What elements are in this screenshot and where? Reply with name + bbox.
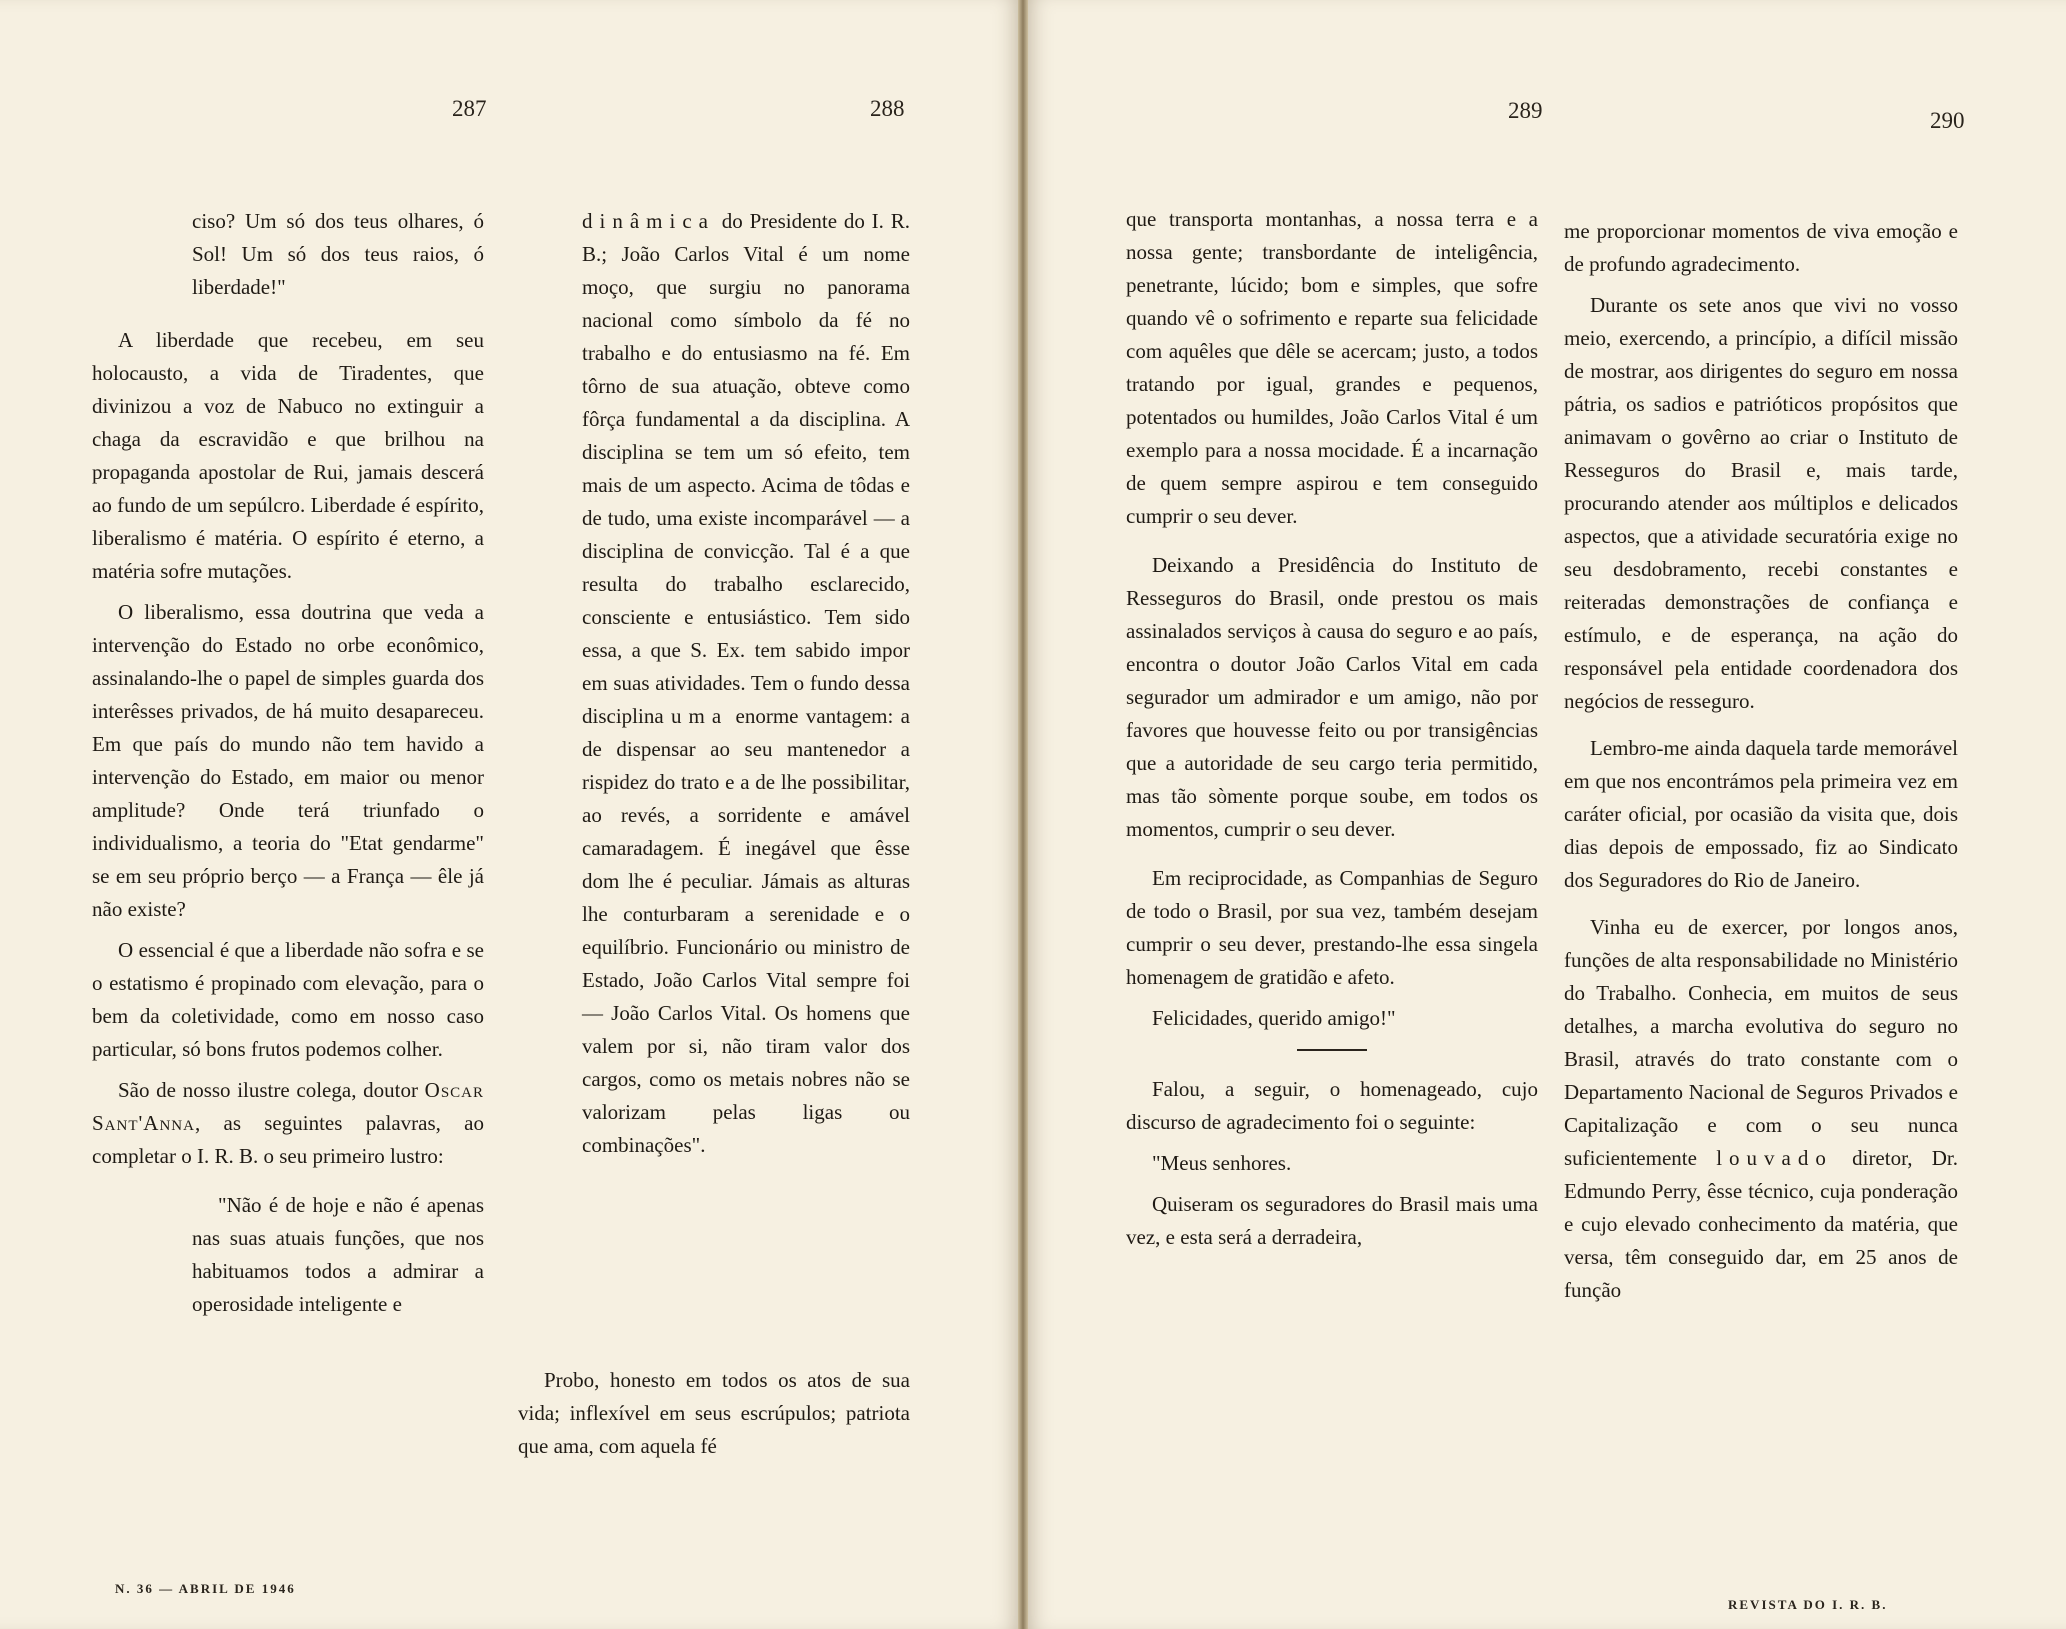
paragraph xyxy=(1564,911,1958,1307)
text-span: Vinha eu de exercer, por longos anos, funções de alta responsabilidade no Ministério do Trabalho. Conhecia, em muitos de seus detalhes, a marcha evolutiva do seguro no Brasil, através do trato constante com o Departamento Nacional de Seguros Privados e Capitalização e com o seu nunca suficientemente xyxy=(1564,915,1958,1170)
page-number-288: 288 xyxy=(870,96,905,121)
paragraph: Durante os sete anos que vivi no vosso meio, exercendo, a princípio, a difícil missão de mostrar, aos dirigentes do seguro em nossa pátria, os sadios e patrióticos propósitos que animavam o govêrno ao criar o Instituto de Resseguros do Brasil e, mais tarde, procurando atender aos múltiplos e delicados aspectos, que a atividade securatória exige no seu desdobramento, recebi constantes e reiteradas demonstrações de confiança e estímulo, e de esperança, na ação do responsável pela entidade coordenadora dos negócios de resseguro. xyxy=(1564,293,1958,713)
text-span: uma xyxy=(671,704,729,728)
paragraph: Deixando a Presidência do Instituto de Resseguros do Brasil, onde prestou os mais assinalados serviços à causa do seguro e ao país, encontra o doutor João Carlos Vital em cada segurador um admirador e um amigo, não por favores que houvesse feito ou por transigências que a autoridade de seu cargo teria permitido, mas tão sòmente porque soube, em todos os momentos, cumprir o seu dever. xyxy=(1126,553,1538,841)
paragraph: O essencial é que a liberdade não sofra e se o estatismo é propinado com elevação, para o bem da coletividade, como em nosso caso particular, só bons frutos podemos colher. xyxy=(92,938,484,1061)
footer-issue: N. 36 — ABRIL DE 1946 xyxy=(115,1581,296,1596)
text-span: São de nosso ilustre colega, doutor xyxy=(118,1078,418,1102)
paragraph: Em reciprocidade, as Companhias de Seguro de todo o Brasil, por sua vez, também desejam cumprir o seu dever, prestando-lhe essa singela homenagem de gratidão e afeto. xyxy=(1126,866,1538,989)
paragraph xyxy=(582,205,910,1162)
column-page-287 xyxy=(92,205,484,1329)
book-gutter xyxy=(1018,0,1028,1629)
paragraph: Lembro-me ainda daquela tarde memorável em que nos encontrámos pela primeira vez em caráter oficial, por ocasião da visita que, dois dias depois de empossado, fiz ao Sindicato dos Seguradores do Rio de Janeiro. xyxy=(1564,736,1958,892)
section-separator xyxy=(1297,1049,1367,1051)
text-span: louvado xyxy=(1716,1146,1833,1170)
paragraph: me proporcionar momentos de viva emoção e de profundo agradecimento. xyxy=(1564,219,1958,276)
text-span: do Presidente do I. R. B.; João Carlos Vital é um nome moço, que surgiu no panorama nacional como símbolo da fé no trabalho e do entusiasmo na fé. Em tôrno de sua atuação, obteve como fôrça fundamental a da disciplina. A disciplina se tem um só efeito, tem mais de um aspecto. Acima de tôdas e de tudo, uma existe incomparável — a disciplina de convicção. Tal é a que resulta do trabalho esclarecido, consciente e entusiástico. Tem sido essa, a que S. Ex. tem sabido impor em suas atividades. Tem o fundo dessa disciplina xyxy=(582,209,910,728)
paragraph: Probo, honesto em todos os atos de sua vida; inflexível em seus escrúpulos; patriota que ama, com aquela fé xyxy=(518,1368,910,1458)
paragraph: Falou, a seguir, o homenageado, cujo discurso de agradecimento foi o seguinte: xyxy=(1126,1077,1538,1134)
paragraph: "Não é de hoje e não é apenas nas suas atuais funções, que nos habituamos todos a admirar a operosidade inteligente e xyxy=(192,1193,484,1316)
page-number-289: 289 xyxy=(1508,98,1543,123)
footer-journal: REVISTA DO I. R. B. xyxy=(1728,1597,1888,1612)
column-page-289 xyxy=(1126,203,1538,1262)
text-span: enorme vantagem: a de dispensar ao seu mantenedor a rispidez do trato e a de lhe possibilitar, ao revés, a sorridente e amável camaradagem. É inegável que êsse dom lhe é peculiar. Jámais as alturas lhe conturbaram a serenidade e o equilíbrio. Funcionário ou ministro de Estado, João Carlos Vital sempre foi — João Carlos Vital. Os homens que valem por si, não tiram valor dos cargos, como os metais nobres não se valorizam pelas ligas ou combinações". xyxy=(582,704,910,1157)
paragraph: O liberalismo, essa doutrina que veda a intervenção do Estado no orbe econômico, assinalando-lhe o papel de simples guarda dos interêsses privados, de há muito desapareceu. Em que país do mundo não tem havido a intervenção do Estado, em maior ou menor amplitude? Onde terá triunfado o individualismo, a teoria do "Etat gendarme" se em seu próprio berço — a França — êle já não existe? xyxy=(92,600,484,921)
text-span: diretor, Dr. Edmundo Perry, êsse técnico, cuja ponderação e cujo elevado conhecimento da matéria, que versa, têm conseguido dar, em 25 anos de função xyxy=(1564,1146,1958,1302)
paragraph xyxy=(92,1074,484,1173)
text-span: , as seguintes palavras, ao completar o I. R. B. o seu primeiro lustro: xyxy=(92,1111,484,1168)
author-name: Oscar Sant'Anna xyxy=(92,1078,485,1135)
paragraph: "Meus senhores. xyxy=(1152,1151,1292,1175)
column-page-290 xyxy=(1564,215,1958,1315)
paragraph: A liberdade que recebeu, em seu holocausto, a vida de Tiradentes, que divinizou a voz de Nabuco no extinguir a chaga da escravidão e que brilhou na propaganda apostolar de Rui, jamais descerá ao fundo de um sepúlcro. Liberdade é espírito, liberalismo é matéria. O espírito é eterno, a matéria sofre mutações. xyxy=(92,328,484,583)
paragraph: que transporta montanhas, a nossa terra e a nossa gente; transbordante de inteligência, penetrante, lúcido; bom e simples, que sofre quando vê o sofrimento e reparte sua felicidade com aquêles que dêle se acercam; justo, a todos tratando por igual, grandes e pequenos, potentados ou humildes, João Carlos Vital é um exemplo para a nossa mocidade. É a incarnação de quem sempre aspirou e tem conseguido cumprir o seu dever. xyxy=(1126,207,1538,528)
paragraph: Felicidades, querido amigo!" xyxy=(1152,1006,1396,1030)
paragraph: Quiseram os seguradores do Brasil mais uma vez, e esta será a derradeira, xyxy=(1126,1192,1538,1249)
page-number-290: 290 xyxy=(1930,108,1965,133)
column-page-288-bottom xyxy=(518,1364,910,1471)
page-number-287: 287 xyxy=(452,96,487,121)
text-span: dinâmica xyxy=(582,209,715,233)
paragraph: ciso? Um só dos teus olhares, ó Sol! Um só dos teus raios, ó liberdade!" xyxy=(192,209,484,299)
column-page-288 xyxy=(582,205,910,1170)
